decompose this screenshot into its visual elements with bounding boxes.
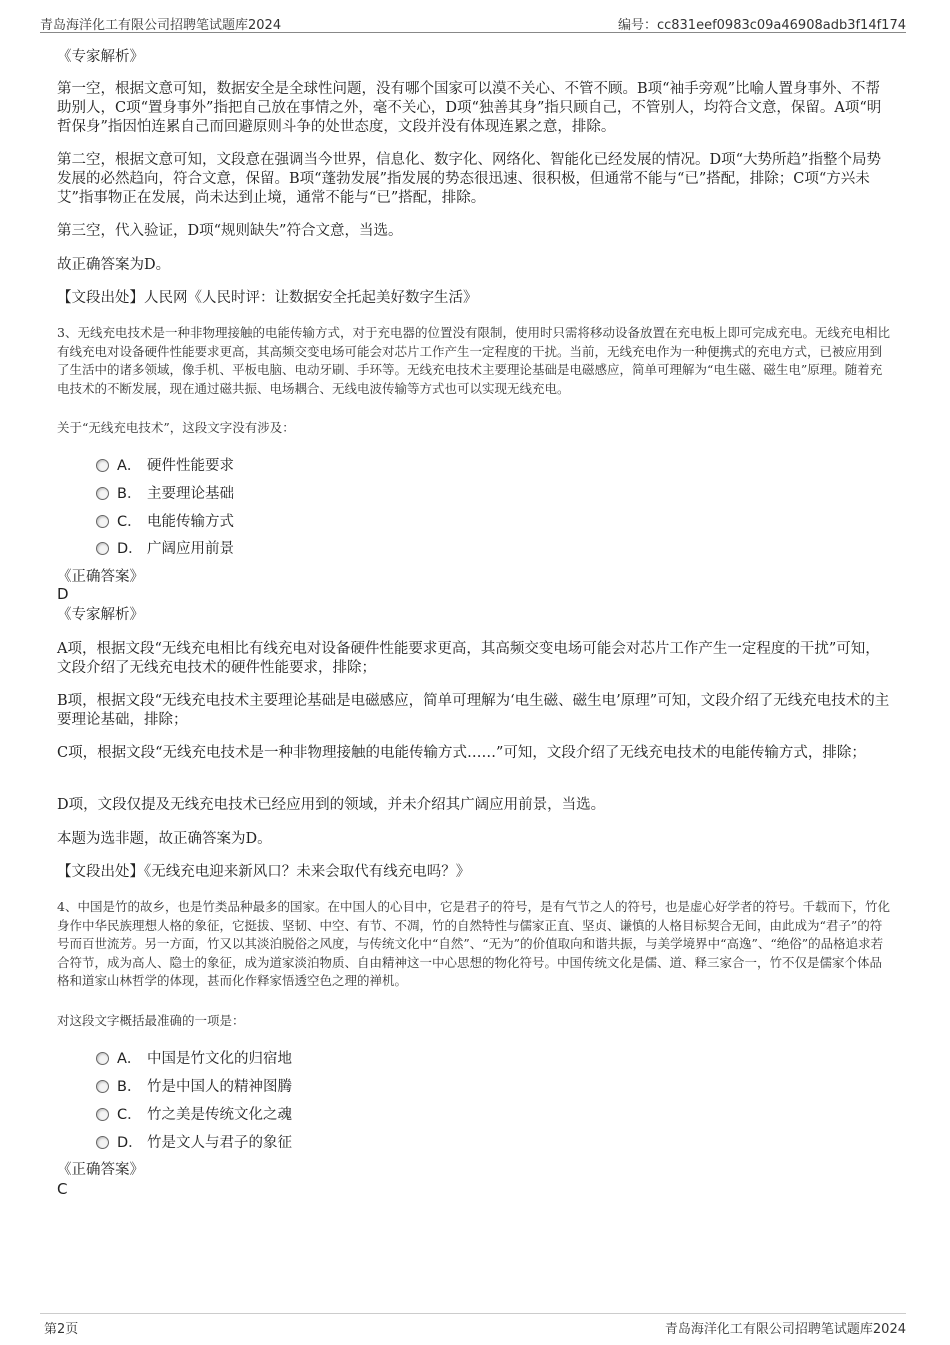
- question-3-stem: 3、无线充电技术是一种非物理接触的电能传输方式，对于充电器的位置没有限制，使用时只需将移动设备放置在充电板上即可完成充电。无线充电相比有线充电对设备硬件性能要求更高，其高频交变电场可能会对芯片工作产生一定程度的干扰。当前，无线充电作为一种便携式的充电方式，已被应用到了生活中的诸多领域，像手机、平板电脑、电动牙刷、手环等。无线充电技术主要理论基础是电磁感应，简单可理解为“电生磁、磁生电”原理。随着充电技术的不断发展，现在通过磁共振、电场耦合、无线电波传输等方式也可以实现无线充电。: [57, 325, 890, 396]
- radio-icon[interactable]: [96, 1136, 109, 1149]
- analysis-label-1: 《专家解析》: [57, 49, 144, 65]
- radio-icon[interactable]: [96, 1080, 109, 1093]
- answer-label-4: 《正确答案》: [57, 1162, 144, 1178]
- radio-icon[interactable]: [96, 542, 109, 555]
- radio-icon[interactable]: [96, 1052, 109, 1065]
- analysis-para-3: 第三空，代入验证，D项“规则缺失”符合文意，当选。: [57, 223, 403, 239]
- q4-option-d[interactable]: D． 竹是文人与君子的象征: [96, 1131, 292, 1151]
- page-footer: [40, 1313, 906, 1336]
- q3-analysis-a: A项，根据文段“无线充电相比有线充电对设备硬件性能要求更高，其高频交变电场可能会对芯片工作产生一定程度的干扰”可知，文段介绍了无线充电技术的硬件性能要求，排除；: [57, 641, 880, 676]
- q3-analysis-conclusion: 本题为选非题，故正确答案为D。: [57, 831, 272, 847]
- radio-icon[interactable]: [96, 487, 109, 500]
- radio-icon[interactable]: [96, 459, 109, 472]
- q3-analysis-d: D项，文段仅提及无线充电技术已经应用到的领域，并未介绍其广阔应用前景，当选。: [57, 797, 606, 813]
- q3-analysis-c: C项，根据文段“无线充电技术是一种非物理接触的电能传输方式……”可知，文段介绍了无线充电技术的电能传输方式，排除；: [57, 745, 866, 761]
- page-header: [40, 12, 906, 33]
- footer-title: 青岛海洋化工有限公司招聘笔试题库2024: [664, 1322, 906, 1337]
- q3-option-a[interactable]: A． 硬件性能要求: [96, 454, 234, 474]
- header-title: 青岛海洋化工有限公司招聘笔试题库2024: [40, 18, 282, 33]
- source-1: 【文段出处】人民网《人民时评：让数据安全托起美好数字生活》: [57, 290, 478, 306]
- q4-option-a[interactable]: A． 中国是竹文化的归宿地: [96, 1047, 292, 1067]
- answer-label-3: 《正确答案》: [57, 569, 144, 585]
- q3-analysis-b: B项，根据文段“无线充电技术主要理论基础是电磁感应，简单可理解为‘电生磁、磁生电’原理”可知，文段介绍了无线充电技术的主要理论基础，排除；: [57, 693, 890, 728]
- source-3: 【文段出处】《无线充电迎来新风口？未来会取代有线充电吗？》: [57, 864, 471, 880]
- analysis-para-2: 第二空，根据文意可知，文段意在强调当今世界，信息化、数字化、网络化、智能化已经发展的情况。D项“大势所趋”指整个局势发展的必然趋向，符合文意，保留。B项“蓬勃发展”指发展的势态很迅速、很积极，但通常不能与“已”搭配，排除；C项“方兴未艾”指事物正在发展，尚未达到止境，通常不能与“已”搭配，排除。: [57, 152, 881, 206]
- radio-icon[interactable]: [96, 1108, 109, 1121]
- q4-option-c[interactable]: C． 竹之美是传统文化之魂: [96, 1103, 292, 1123]
- answer-value-4: C: [57, 1180, 68, 1198]
- page-number: 第2页: [44, 1322, 79, 1337]
- radio-icon[interactable]: [96, 515, 109, 528]
- analysis-label-3: 《专家解析》: [57, 607, 144, 623]
- question-3-prompt: 关于“无线充电技术”，这段文字没有涉及：: [57, 420, 295, 435]
- q3-option-b[interactable]: B． 主要理论基础: [96, 482, 234, 502]
- header-code: 编号：cc831eef0983c09a46908adb3f14f174: [617, 18, 906, 33]
- q3-option-c[interactable]: C． 电能传输方式: [96, 510, 234, 530]
- analysis-para-1: 第一空，根据文意可知，数据安全是全球性问题，没有哪个国家可以漠不关心、不管不顾。B项“袖手旁观”比喻人置身事外、不帮助别人，C项“置身事外”指把自己放在事情之外，毫不关心，D项“独善其身”指只顾自己，不管别人，均符合文意，保留。A项“明哲保身”指因怕连累自己而回避原则斗争的处世态度，文段并没有体现连累之意，排除。: [57, 81, 882, 135]
- answer-value-3: D: [57, 585, 69, 603]
- question-4-prompt: 对这段文字概括最准确的一项是：: [57, 1013, 245, 1028]
- question-4-stem: 4、中国是竹的故乡，也是竹类品种最多的国家。在中国人的心目中，它是君子的符号，是有气节之人的符号，也是虚心好学者的符号。千载而下，竹化身作中华民族理想人格的象征，它挺拔、坚韧、中空、有节、不凋，竹的自然特性与儒家正直、坚贞、谦慎的人格目标契合无间，由此成为“君子”的符号而百世流芳。另一方面，竹又以其淡泊脱俗之风度，与传统文化中“自然”、“无为”的价值取向和谐共振，与美学境界中“高逸”、“绝俗”的品格追求若合符节，成为高人、隐士的象征，成为道家淡泊物质、自由精神这一中心思想的物化符号。中国传统文化是儒、道、释三家合一，竹不仅是儒家个体品格和道家山林哲学的体现，甚而化作释家悟透空色之理的禅机。: [57, 899, 890, 988]
- analysis-conclusion-1: 故正确答案为D。: [57, 257, 171, 273]
- q4-option-b[interactable]: B． 竹是中国人的精神图腾: [96, 1075, 292, 1095]
- q3-option-d[interactable]: D． 广阔应用前景: [96, 537, 234, 557]
